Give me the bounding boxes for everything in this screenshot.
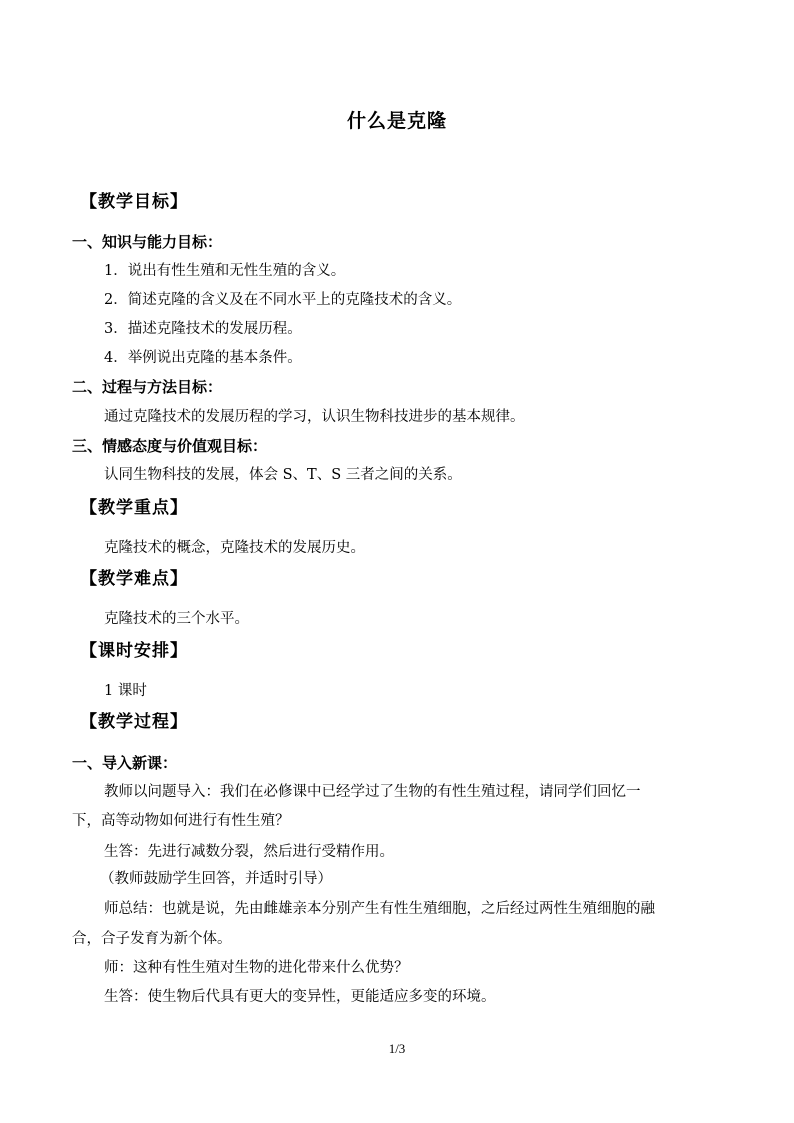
knowledge-goals-heading: 一、知识与能力目标： xyxy=(72,233,223,251)
page-title: 什么是克隆 xyxy=(346,110,447,132)
intro-paragraph-6: 生答：使生物后代具有更大的变异性，更能适应多变的环境。 xyxy=(104,989,496,1005)
schedule-heading: 【课时安排】 xyxy=(80,641,188,661)
difficulty-heading: 【教学难点】 xyxy=(80,569,188,589)
teaching-goals-heading: 【教学目标】 xyxy=(80,192,188,212)
goal-item-2: 2．简述克隆的含义及在不同水平上的克隆技术的含义。 xyxy=(104,292,462,308)
process-method-goals-heading: 二、过程与方法目标： xyxy=(72,378,223,396)
page-number: 1/3 xyxy=(388,1041,406,1056)
attitude-goals-text: 认同生物科技的发展，体会 S、T、S 三者之间的关系。 xyxy=(104,467,462,483)
process-method-goals-text: 通过克隆技术的发展历程的学习，认识生物科技进步的基本规律。 xyxy=(104,409,525,425)
intro-paragraph-3: （教师鼓励学生回答，并适时引导） xyxy=(100,871,332,887)
goal-item-3: 3．描述克隆技术的发展历程。 xyxy=(104,321,302,337)
intro-paragraph-5: 师：这种有性生殖对生物的进化带来什么优势？ xyxy=(104,960,409,976)
key-points-text: 克隆技术的概念，克隆技术的发展历史。 xyxy=(104,540,365,556)
intro-paragraph-1-line-2: 下，高等动物如何进行有性生殖？ xyxy=(72,813,290,829)
intro-paragraph-4-line-1: 师总结：也就是说，先由雌雄亲本分别产生有性生殖细胞，之后经过两性生殖细胞的融 xyxy=(104,901,655,917)
schedule-text: 1 课时 xyxy=(104,683,147,699)
teaching-process-heading: 【教学过程】 xyxy=(80,712,188,732)
attitude-goals-heading: 三、情感态度与价值观目标： xyxy=(72,437,268,455)
intro-heading: 一、导入新课： xyxy=(72,754,178,772)
intro-paragraph-2: 生答：先进行减数分裂，然后进行受精作用。 xyxy=(104,844,394,860)
goal-item-1: 1．说出有性生殖和无性生殖的含义。 xyxy=(104,263,346,279)
intro-paragraph-4-line-2: 合，合子发育为新个体。 xyxy=(72,931,232,947)
intro-paragraph-1-line-1: 教师以问题导入：我们在必修课中已经学过了生物的有性生殖过程，请同学们回忆一 xyxy=(104,784,641,800)
goal-item-4: 4．举例说出克隆的基本条件。 xyxy=(104,350,302,366)
difficulty-text: 克隆技术的三个水平。 xyxy=(104,611,249,627)
key-points-heading: 【教学重点】 xyxy=(80,498,188,518)
